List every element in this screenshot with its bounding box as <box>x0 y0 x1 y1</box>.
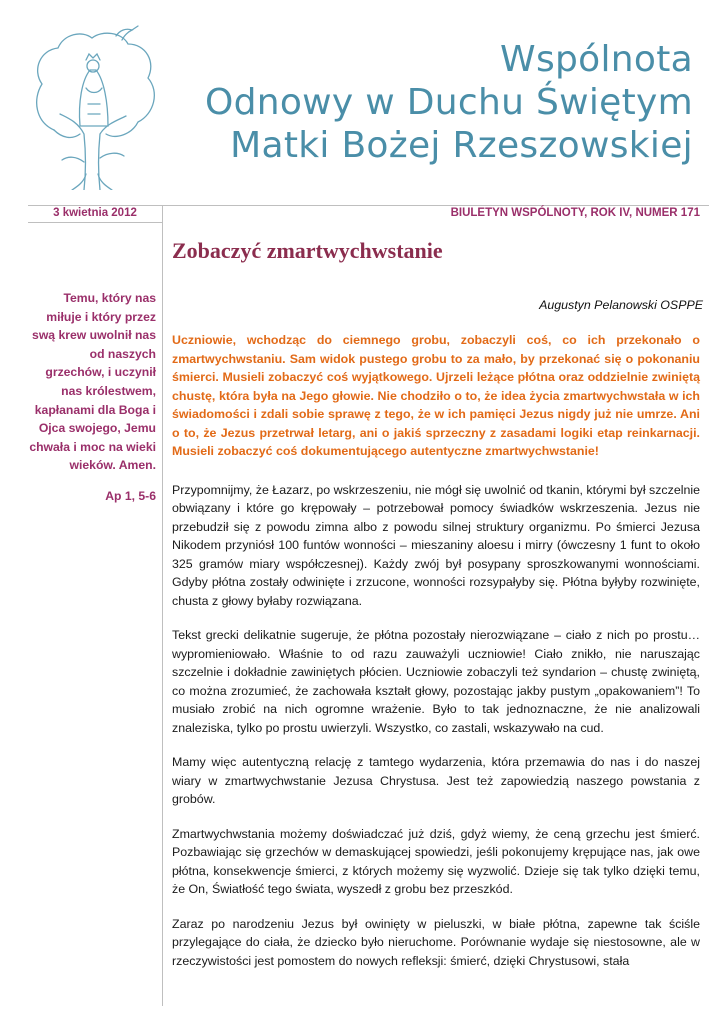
article-body <box>172 331 700 986</box>
issue-label: BIULETYN WSPÓLNOTY, ROK IV, NUMER 171 <box>450 207 700 219</box>
header-rule <box>28 205 709 206</box>
date-underline <box>28 222 162 223</box>
masthead-line-2: Odnowy w Duchu Świętym <box>204 82 693 123</box>
masthead-line-3: Matki Bożej Rzeszowskiej <box>230 125 693 166</box>
article-paragraph: Zmartwychwstania możemy doświadczać już dziś, gdyż wiemy, że ceną grzechu jest śmierć. Pozbawiając się grzechów w demaskującej spowiedzi, jeśli pokonujemy krępujące nas, jak owe płótna, konsekwencje śmierci, z których możemy się wyzwolić. Dzieje się tak tylko dzięki temu, że On, Światłość tego świata, wyszedł z grobu bez przeszkód. <box>172 826 700 896</box>
article-title: Zobaczyć zmartwychwstanie <box>172 238 443 263</box>
article-author: Augustyn Pelanowski OSPPE <box>539 298 703 312</box>
article-paragraph: Zaraz po narodzeniu Jezus był owinięty w pieluszki, w białe płótna, zapewne tak ściśle przylegające do ciała, że dziecko było nieruchome. Porównanie wydaje się niestosowne, ale w rzeczywistości jest pomostem do nowych refleksji: śmierć, dzięki Chrystusowi, stała <box>172 916 700 968</box>
sidebar-quote: Temu, który nas miłuje i który przez swą krew uwolnił nas od naszych grzechów, i uczynił nas królestwem, kapłanami dla Boga i Ojca swojego, Jemu chwała i moc na wieki wieków. Amen. <box>29 291 156 473</box>
masthead <box>205 38 693 167</box>
column-divider <box>162 206 163 1006</box>
article-paragraph: Mamy więc autentyczną relację z tamtego wydarzenia, która przemawia do nas i do naszej wiary w zmartwychwstanie Jezusa Chrystusa. Jest też zapowiedzią naszego powstania z grobów. <box>172 755 700 806</box>
article-paragraph: Przypomnijmy, że Łazarz, po wskrzeszeniu, nie mógł się uwolnić od tkanin, którymi był szczelnie obwiązany i które go krępowały – potrzebował pomocy świadków wskrzeszenia. Jezus nie przebudził się z powodu zimna albo z powodu silnej struktury organizmu. Po śmierci Jezusa Nikodem przyniósł 100 funtów wonności – mieszaniny aloesu i mirry (ówczesny 1 funt to około 325 gramów miary współczesnej). Każdy zwój był posypany sproszkowanymi wonnościami. Gdyby płótna zostały odwinięte i zrzucone, wonności rozsypałyby się. Płótna byłyby rozwinięte, chusta z głowy byłaby rozwiązana. <box>172 482 700 608</box>
community-tree-logo <box>28 22 160 190</box>
sidebar-reference: Ap 1, 5-6 <box>105 488 156 503</box>
sidebar-quote-box <box>28 289 156 506</box>
masthead-line-1: Wspólnota <box>500 39 693 80</box>
issue-date: 3 kwietnia 2012 <box>53 207 137 219</box>
article-paragraph: Tekst grecki delikatnie sugeruje, że płótna pozostały nierozwiązane – ciało z nich po prostu… wypromieniowało. Właśnie to od razu zauważyli uczniowie! Ciało znikło, nie naruszając szczelnie i dokładnie zawiniętych płócien. Uczniowie zobaczyli też syndarion – chustę zwiniętą, co można zrozumieć, że zachowała kształt głowy, pozostając jakby pustym „opakowaniem”! To musiało zrobić na nich ogromne wrażenie. Było to tak jednoznaczne, że nie analizowali znaleziska, tylko po prostu uwierzyli. Wszystko, co zastali, wskazywało na cud. <box>172 628 700 735</box>
article-lead: Uczniowie, wchodząc do ciemnego grobu, zobaczyli coś, co ich przekonało o zmartwychwstaniu. Sam widok pustego grobu to za mało, by przekonać się o pokonaniu śmierci. Musieli zobaczyć coś wyjątkowego. Ujrzeli leżące płótna oraz oddzielnie zwiniętą chustę, która była na Jego głowie. Nie chodziło o to, że idea życia zmartwychwstała w ich świadomości i zdali sobie sprawę z tego, że w ich pamięci Jezus nigdy już nie umrze. Ani o to, że Jezus przetrwał letarg, ani o jakiś sprzeczny z zasadami logiki etap reinkarnacji. Musieli zobaczyć coś dokumentującego autentyczne zmartwychwstanie! <box>172 333 700 458</box>
